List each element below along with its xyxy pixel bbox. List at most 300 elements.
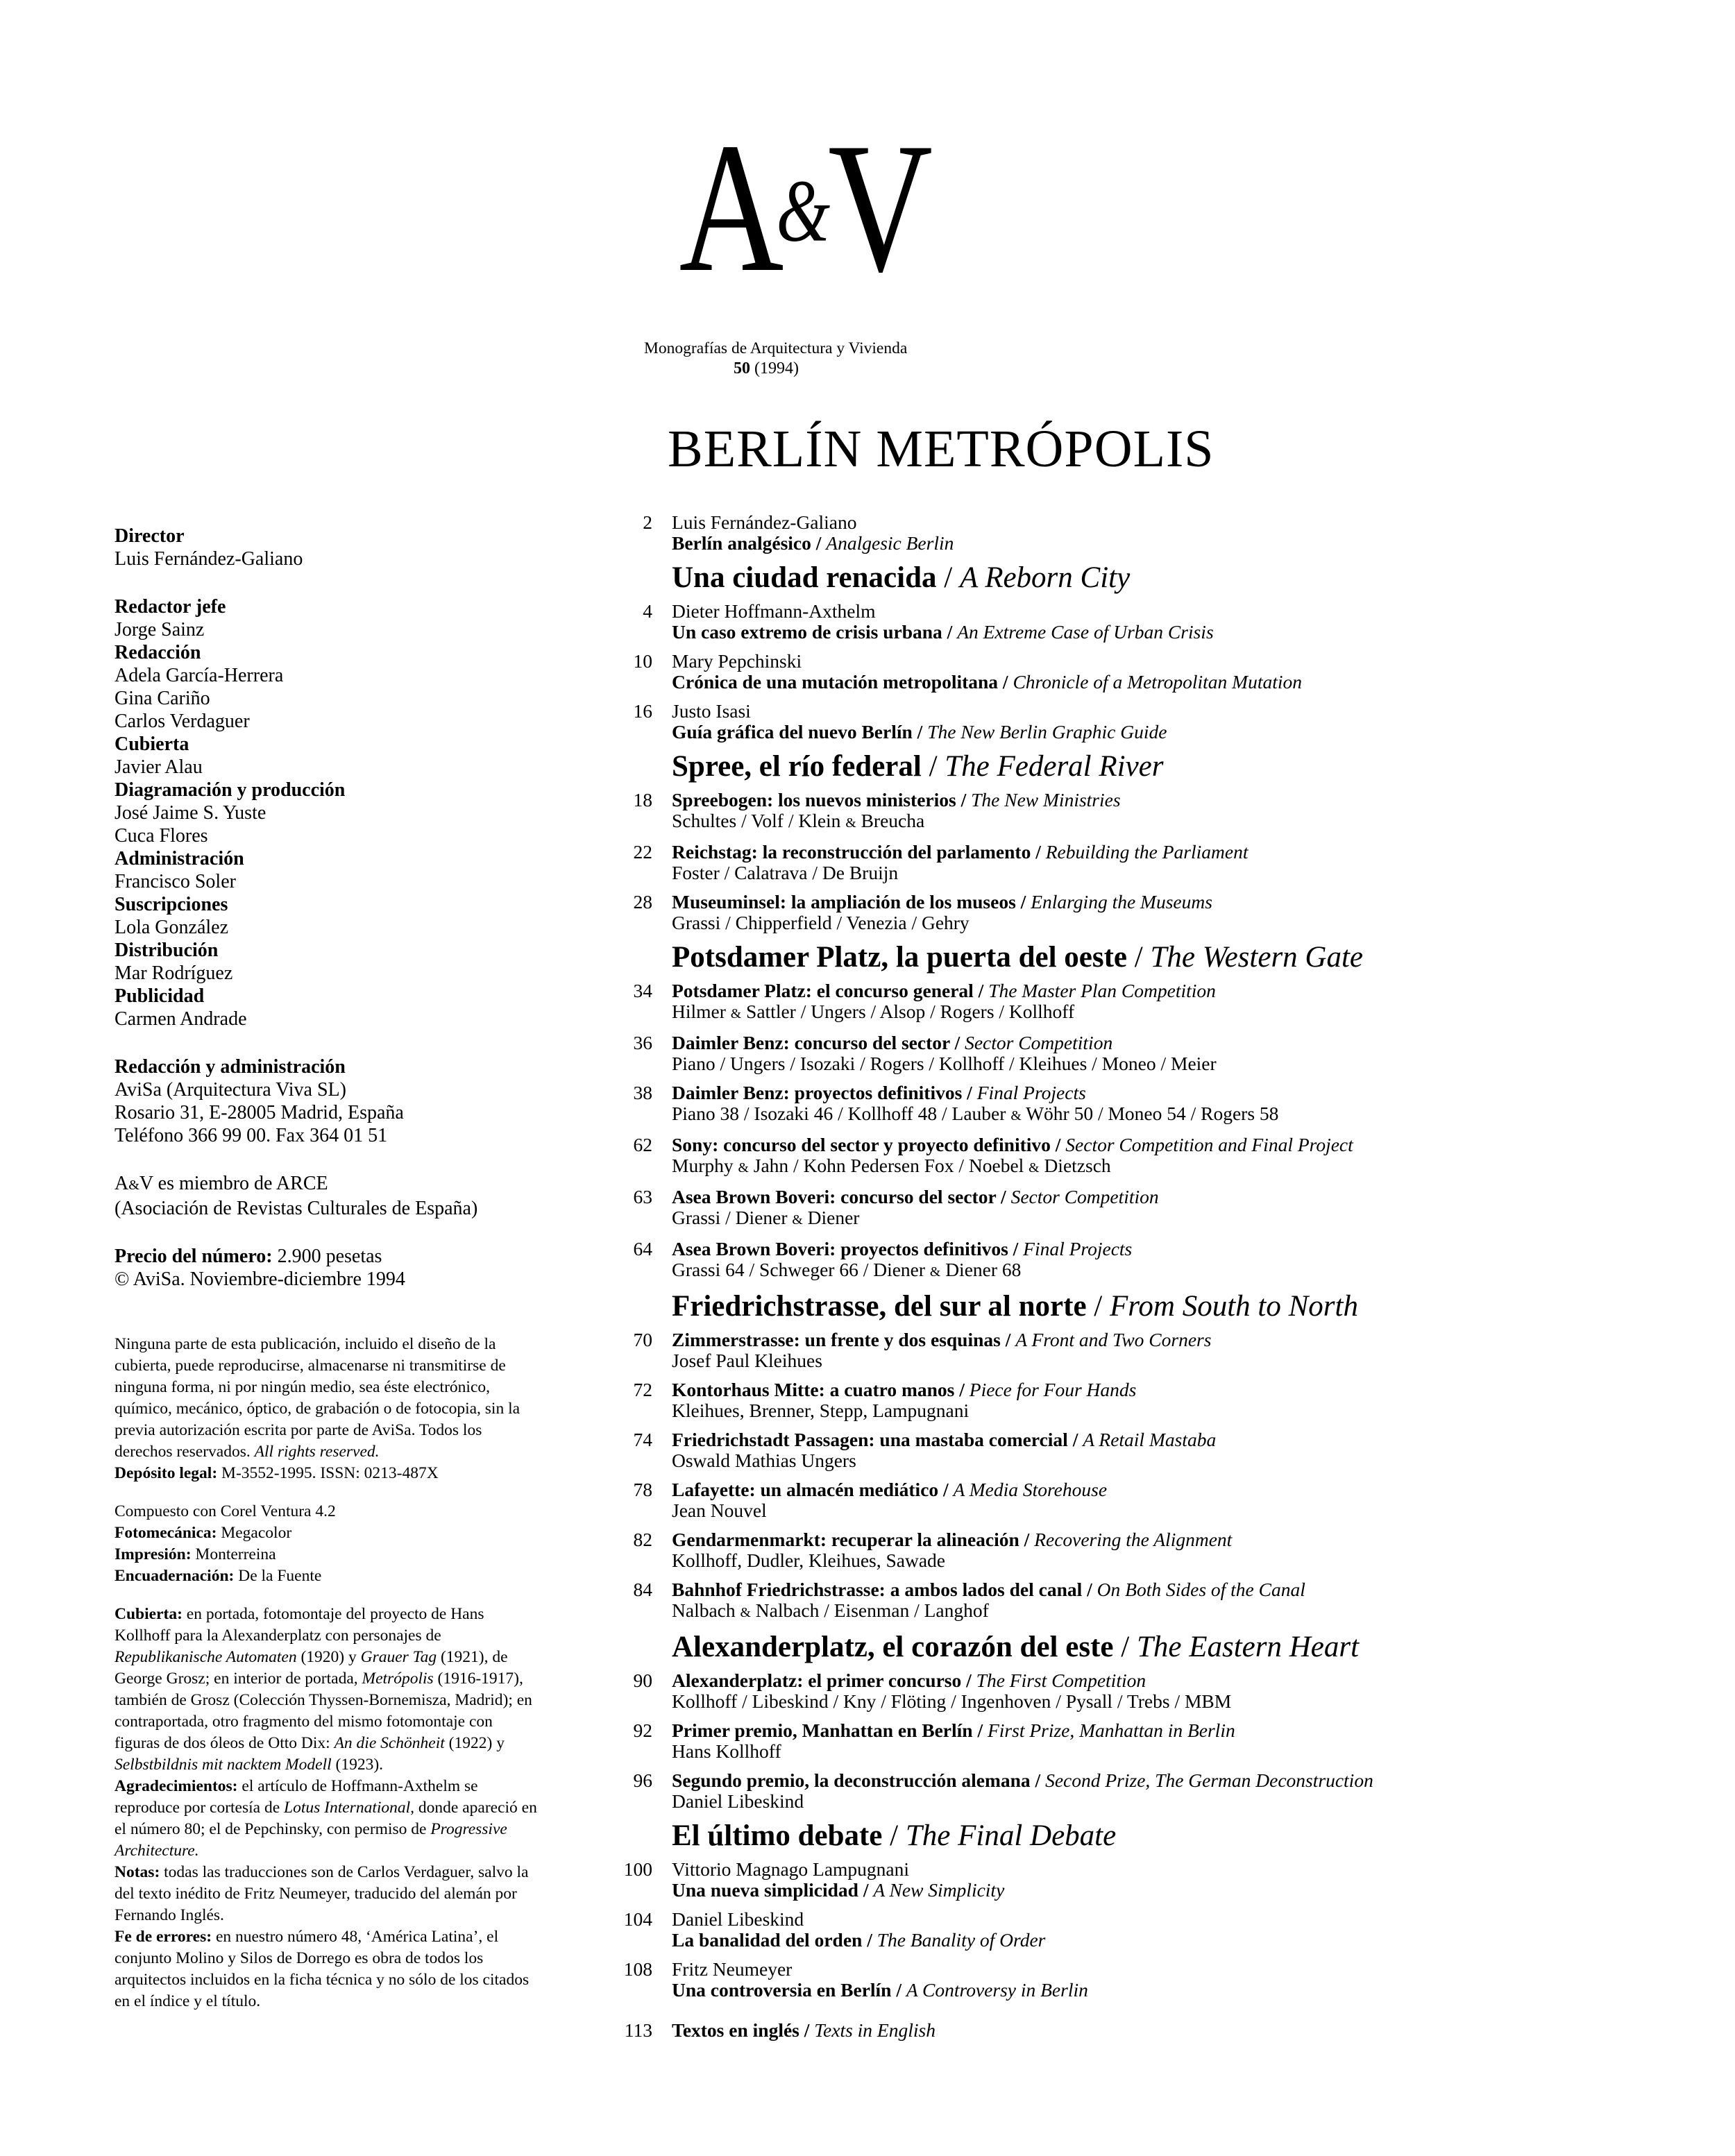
text-segment: Carlos Verdaguer xyxy=(115,711,250,732)
toc-entry-line xyxy=(672,1083,1278,1103)
text-segment: Kleihues, Brenner, Stepp, Lampugnani xyxy=(672,1400,970,1421)
text-segment: / xyxy=(1086,1290,1110,1323)
text-segment: Redacción xyxy=(115,642,201,663)
text-segment: Daimler Benz: concurso del sector / xyxy=(672,1032,965,1053)
text-segment: Una nueva simplicidad / xyxy=(672,1879,874,1901)
legal-line xyxy=(115,1463,607,1484)
text-segment: / xyxy=(882,1819,906,1852)
text-segment: Cubierta: xyxy=(115,1605,183,1623)
text-segment: Analgesic Berlin xyxy=(826,532,954,554)
masthead-line xyxy=(115,779,600,801)
toc-page-number: 96 xyxy=(633,1769,652,1791)
legal-line xyxy=(115,1948,607,1969)
toc-entry-line xyxy=(672,1135,1353,1155)
toc-entry-line xyxy=(672,1670,1231,1691)
toc-page-number: 62 xyxy=(633,1134,652,1155)
toc-entry xyxy=(595,701,1518,742)
toc-entry-line xyxy=(672,1791,1373,1812)
text-segment: Redactor jefe xyxy=(115,596,226,618)
toc-page-number: 2 xyxy=(643,511,652,533)
masthead-line xyxy=(115,1008,600,1030)
text-segment: Lola González xyxy=(115,917,229,938)
toc-entry xyxy=(595,1479,1518,1521)
toc-entry-body xyxy=(672,701,1167,742)
masthead-line xyxy=(115,801,600,824)
toc-section-heading xyxy=(672,1820,1518,1852)
text-segment: The First Competition xyxy=(976,1670,1146,1691)
masthead-line xyxy=(115,1245,600,1268)
toc-page-number: 104 xyxy=(623,1908,652,1930)
text-segment: De la Fuente xyxy=(234,1567,322,1585)
toc-entry-body xyxy=(672,1187,1159,1230)
toc-entry-body xyxy=(672,842,1249,883)
text-segment: conjunto Molino y Silos de Dorrego es obra de todos los xyxy=(115,1949,484,1967)
text-segment: Encuadernación: xyxy=(115,1567,235,1585)
toc-entry-line xyxy=(672,701,1167,722)
text-segment: Piano 38 / Isozaki 46 / Kollhoff 48 / Lauber & Wöhr 50 / Moneo 54 / Rogers 58 xyxy=(672,1103,1279,1124)
text-segment: Vittorio Magnago Lampugnani xyxy=(672,1858,910,1880)
issue-year: (1994) xyxy=(750,359,799,377)
masthead-line xyxy=(115,1172,600,1197)
av-logo-letters xyxy=(679,104,928,331)
text-segment: An Extreme Case of Urban Crisis xyxy=(957,621,1214,643)
legal-notes xyxy=(115,1334,607,2029)
toc-entry-line xyxy=(672,1239,1132,1259)
masthead-line xyxy=(115,733,600,756)
text-segment: Sector Competition xyxy=(1010,1186,1159,1207)
toc-entry-line xyxy=(672,1909,1045,1930)
text-segment: Mary Pepchinski xyxy=(672,650,802,672)
toc-entry-body xyxy=(672,1479,1107,1521)
text-segment: Luis Fernández-Galiano xyxy=(672,511,857,533)
text-segment: Kollhoff / Libeskind / Kny / Flöting / Ingenhoven / Pysall / Trebs / MBM xyxy=(672,1690,1232,1712)
ampersand: & xyxy=(738,1160,749,1175)
text-segment: Alexanderplatz, el corazón del este xyxy=(672,1631,1114,1663)
legal-block xyxy=(115,1334,607,1484)
toc-entry-body xyxy=(672,1135,1353,1178)
text-segment: Gina Cariño xyxy=(115,688,210,709)
masthead-block xyxy=(115,595,600,1030)
text-segment: Adela García-Herrera xyxy=(115,665,284,686)
text-segment: Asea Brown Boveri: proyectos definitivos / xyxy=(672,1238,1024,1259)
toc-entry-line xyxy=(672,1550,1232,1571)
toc-page-number: 38 xyxy=(633,1082,652,1103)
toc-entry xyxy=(595,1529,1518,1571)
masthead-line xyxy=(115,664,600,687)
text-segment: Sector Competition and Final Project xyxy=(1065,1134,1353,1155)
text-segment: The Federal River xyxy=(945,750,1164,783)
toc-entry xyxy=(595,981,1518,1024)
text-segment: Sony: concurso del sector y proyecto definitivo / xyxy=(672,1134,1066,1155)
toc-section-heading xyxy=(672,1291,1518,1323)
toc-entry-line xyxy=(672,1187,1159,1207)
text-segment: Hans Kollhoff xyxy=(672,1740,781,1762)
toc-entry-line xyxy=(672,1103,1278,1126)
text-segment: Museuminsel: la ampliación de los museos / xyxy=(672,891,1031,913)
text-segment: Asea Brown Boveri: concurso del sector / xyxy=(672,1186,1011,1207)
legal-line xyxy=(115,1926,607,1948)
text-segment: Potsdamer Platz, la puerta del oeste xyxy=(672,941,1128,974)
toc-entry-line xyxy=(672,1880,1004,1901)
masthead-line xyxy=(115,641,600,664)
toc-entry-body xyxy=(672,512,954,554)
toc-entry-line xyxy=(672,892,1212,913)
toc-page-number: 28 xyxy=(633,891,652,913)
toc-entry-line xyxy=(672,1033,1217,1053)
text-segment: Primer premio, Manhattan en Berlín / xyxy=(672,1720,988,1741)
text-segment: Fernando Inglés. xyxy=(115,1906,224,1924)
text-segment: The Banality of Order xyxy=(877,1929,1046,1951)
text-segment: Sector Competition xyxy=(965,1032,1113,1053)
toc-entry-body xyxy=(672,1959,1088,2001)
toc-entry-line xyxy=(672,1529,1232,1550)
toc-entry xyxy=(595,1670,1518,1712)
toc-entry-line xyxy=(672,1579,1305,1600)
masthead-block xyxy=(115,1245,600,1291)
legal-block xyxy=(115,1604,607,2012)
toc-entry xyxy=(595,1135,1518,1178)
av-logo xyxy=(644,104,928,378)
text-segment: Depósito legal: xyxy=(115,1464,218,1482)
text-segment: Spreebogen: los nuevos ministerios / xyxy=(672,789,972,810)
text-segment: Oswald Mathias Ungers xyxy=(672,1450,856,1471)
text-segment: Piano / Ungers / Isozaki / Rogers / Kollhoff / Kleihues / Moneo / Meier xyxy=(672,1053,1217,1074)
text-segment: cubierta, puede reproducirse, almacenarse ni transmitirse de xyxy=(115,1357,506,1375)
toc-page-number: 36 xyxy=(633,1032,652,1053)
text-segment: First Prize, Manhattan in Berlin xyxy=(987,1720,1235,1741)
text-segment: / xyxy=(1113,1631,1137,1663)
text-segment: © AviSa. Noviembre-diciembre 1994 xyxy=(115,1268,405,1290)
text-segment: Una ciudad renacida xyxy=(672,561,937,594)
masthead-block xyxy=(115,525,600,570)
ampersand: & xyxy=(1029,1160,1040,1175)
text-segment: Nalbach & Nalbach / Eisenman / Langhof xyxy=(672,1599,989,1621)
legal-line xyxy=(115,1522,607,1544)
text-segment: Fritz Neumeyer xyxy=(672,1958,793,1980)
toc-entry-line xyxy=(672,672,1302,693)
toc-entry-line xyxy=(672,1450,1216,1471)
text-segment: Second Prize, The German Deconstruction xyxy=(1045,1769,1373,1791)
toc-entry-line xyxy=(672,790,1121,810)
text-segment: figuras de dos óleos de Otto Dix: xyxy=(115,1734,335,1752)
toc-entry xyxy=(595,790,1518,833)
text-segment: Javier Alau xyxy=(115,756,203,778)
text-segment: A Reborn City xyxy=(959,561,1131,594)
text-segment: A Controversy in Berlin xyxy=(906,1979,1088,2001)
text-segment: Segundo premio, la deconstrucción alemana / xyxy=(672,1769,1046,1791)
toc-entry xyxy=(595,1330,1518,1371)
text-segment: Enlarging the Museums xyxy=(1031,891,1212,913)
toc-page-number: 78 xyxy=(633,1479,652,1500)
toc-entry xyxy=(595,2020,1518,2041)
toc-entry xyxy=(595,1859,1518,1901)
text-segment: Cubierta xyxy=(115,733,189,755)
toc-entry-line xyxy=(672,1741,1235,1762)
toc-entry-line xyxy=(672,1207,1159,1230)
text-segment: José Jaime S. Yuste xyxy=(115,802,266,824)
legal-line xyxy=(115,1420,607,1441)
legal-line xyxy=(115,1668,607,1690)
ampersand: & xyxy=(730,1006,742,1021)
toc-entry-line xyxy=(672,1350,1211,1371)
text-segment: Lotus International, xyxy=(284,1799,415,1817)
toc-entry-line xyxy=(672,622,1214,643)
text-segment: Daniel Libeskind xyxy=(672,1908,804,1930)
text-segment: Zimmerstrasse: un frente y dos esquinas / xyxy=(672,1329,1016,1350)
text-segment: Grassi / Chipperfield / Venezia / Gehry xyxy=(672,912,970,933)
text-segment: Notas: xyxy=(115,1863,160,1881)
text-segment: Compuesto con Corel Ventura 4.2 xyxy=(115,1502,336,1520)
text-segment: Jorge Sainz xyxy=(115,619,205,640)
toc-entry-line xyxy=(672,1720,1235,1741)
text-segment: A Front and Two Corners xyxy=(1015,1329,1212,1350)
toc-entry xyxy=(595,601,1518,643)
text-segment: Josef Paul Kleihues xyxy=(672,1350,822,1371)
text-segment: Precio del número: xyxy=(115,1246,273,1267)
toc-page-number: 108 xyxy=(623,1958,652,1980)
text-segment: Friedrichstrasse, del sur al norte xyxy=(672,1290,1087,1323)
text-segment: Rosario 31, E-28005 Madrid, España xyxy=(115,1102,404,1123)
text-segment: Megacolor xyxy=(217,1524,292,1542)
toc-page-number: 84 xyxy=(633,1579,652,1600)
text-segment: (1916-1917), xyxy=(433,1670,523,1688)
toc-entry-body xyxy=(672,790,1121,833)
text-segment: Grauer Tag xyxy=(360,1648,437,1666)
text-segment: All rights reserved. xyxy=(254,1443,380,1461)
toc-entry-line xyxy=(672,1259,1132,1282)
text-segment: / xyxy=(936,561,960,594)
text-segment: Reichstag: la reconstrucción del parlamento / xyxy=(672,841,1046,863)
toc-entry-line xyxy=(672,533,954,554)
page-title: BERLÍN METRÓPOLIS xyxy=(668,420,1214,478)
text-segment: Kollhoff, Dudler, Kleihues, Sawade xyxy=(672,1550,945,1571)
text-segment: Architecture. xyxy=(115,1842,199,1860)
ampersand: & xyxy=(740,1605,751,1620)
text-segment: A Media Storehouse xyxy=(953,1479,1108,1500)
text-segment: Spree, el río federal xyxy=(672,750,922,783)
toc-page-number: 82 xyxy=(633,1529,652,1550)
toc-entry-line xyxy=(672,1600,1305,1623)
text-segment: Dieter Hoffmann-Axthelm xyxy=(672,600,876,622)
text-segment: reproduce por cortesía de xyxy=(115,1799,285,1817)
text-segment: Final Projects xyxy=(976,1082,1086,1103)
text-segment: Murphy & Jahn / Kohn Pedersen Fox / Noebel & Dietzsch xyxy=(672,1155,1111,1176)
masthead-line xyxy=(115,618,600,641)
text-segment: en portada, fotomontaje del proyecto de Hans xyxy=(182,1605,484,1623)
text-segment: M-3552-1995. ISSN: 0213-487X xyxy=(217,1464,439,1482)
masthead-line xyxy=(115,525,600,548)
toc-page-number: 64 xyxy=(633,1238,652,1259)
toc-entry-line xyxy=(672,1500,1107,1521)
toc-page-number: 90 xyxy=(633,1670,652,1691)
toc-page-number: 92 xyxy=(633,1720,652,1741)
text-segment: Crónica de una mutación metropolitana / xyxy=(672,671,1013,693)
legal-line xyxy=(115,1733,607,1754)
toc-page-number: 100 xyxy=(623,1858,652,1880)
legal-block xyxy=(115,1501,607,1587)
toc-page-number: 18 xyxy=(633,789,652,810)
toc-entry xyxy=(595,512,1518,554)
text-segment: Luis Fernández-Galiano xyxy=(115,548,303,570)
text-segment: The Eastern Heart xyxy=(1136,1631,1360,1663)
text-segment: (Asociación de Revistas Culturales de España) xyxy=(115,1198,478,1219)
text-segment: The Western Gate xyxy=(1150,941,1364,974)
text-segment: Piece for Four Hands xyxy=(969,1379,1137,1400)
legal-line xyxy=(115,1991,607,2012)
toc-entry xyxy=(595,1187,1518,1230)
text-segment: On Both Sides of the Canal xyxy=(1097,1579,1305,1600)
issue-line xyxy=(644,359,888,378)
masthead-line xyxy=(115,1101,600,1124)
toc-entry-line xyxy=(672,1859,1004,1880)
text-segment: Kollhoff para la Alexanderplatz con personajes de xyxy=(115,1627,441,1645)
masthead-line xyxy=(115,1268,600,1291)
text-segment: Chronicle of a Metropolitan Mutation xyxy=(1013,671,1302,693)
legal-line xyxy=(115,1840,607,1862)
logo-ampersand: & xyxy=(776,162,831,260)
toc-entry xyxy=(595,1579,1518,1623)
toc-entry-body xyxy=(672,601,1214,643)
toc-page-number: 4 xyxy=(643,600,652,622)
text-segment: Monterreina xyxy=(191,1545,276,1563)
ampersand: & xyxy=(792,1212,803,1228)
masthead xyxy=(115,525,600,1316)
text-segment: Jean Nouvel xyxy=(672,1500,767,1521)
masthead-line xyxy=(115,1055,600,1078)
toc-entry-line xyxy=(672,1380,1136,1400)
text-segment: arquitectos incluidos en la ficha técnica y no sólo de los citados xyxy=(115,1971,530,1989)
text-segment: / xyxy=(921,750,945,783)
masthead-line xyxy=(115,962,600,985)
toc-entry xyxy=(595,1770,1518,1812)
text-segment: (1923). xyxy=(331,1756,384,1774)
toc-entry xyxy=(595,1033,1518,1074)
text-segment: (1921), de xyxy=(437,1648,508,1666)
toc-entry-line xyxy=(672,722,1167,742)
toc-page-number: 16 xyxy=(633,700,652,722)
text-segment: químico, mecánico, óptico, de grabación o de fotocopia, sin la xyxy=(115,1400,520,1418)
toc-entry-body xyxy=(672,981,1216,1024)
text-segment: en nuestro número 48, ‘América Latina’, el xyxy=(212,1928,499,1946)
text-segment: Foster / Calatrava / De Bruijn xyxy=(672,862,899,883)
toc-entry-line xyxy=(672,863,1249,883)
text-segment: George Grosz; en interior de portada, xyxy=(115,1670,362,1688)
text-segment: ninguna forma, ni por ningún medio, sea éste electrónico, xyxy=(115,1378,490,1396)
toc-entry-body xyxy=(672,1429,1216,1471)
legal-line xyxy=(115,1334,607,1355)
text-segment: previa autorización escrita por parte de AviSa. Todos los xyxy=(115,1421,482,1439)
toc-entry-line xyxy=(672,651,1302,672)
toc-entry xyxy=(595,1959,1518,2001)
text-segment: Friedrichstadt Passagen: una mastaba comercial / xyxy=(672,1429,1083,1450)
legal-line xyxy=(115,1355,607,1377)
text-segment: Mar Rodríguez xyxy=(115,962,233,984)
toc-entry xyxy=(595,651,1518,693)
text-segment: Teléfono 366 99 00. Fax 364 01 51 xyxy=(115,1125,388,1146)
text-segment: Kontorhaus Mitte: a cuatro manos / xyxy=(672,1379,970,1400)
legal-line xyxy=(115,1625,607,1647)
masthead-line xyxy=(115,595,600,618)
text-segment: Ninguna parte de esta publicación, incluido el diseño de la xyxy=(115,1335,496,1353)
text-segment: El último debate xyxy=(672,1819,883,1852)
text-segment: La banalidad del orden / xyxy=(672,1929,877,1951)
toc-entry-line xyxy=(672,1980,1088,2001)
text-segment: Daniel Libeskind xyxy=(672,1790,804,1812)
toc-entry xyxy=(595,1429,1518,1471)
legal-line xyxy=(115,1969,607,1991)
text-segment: Redacción y administración xyxy=(115,1056,346,1078)
masthead-line xyxy=(115,916,600,939)
text-segment: Daimler Benz: proyectos definitivos / xyxy=(672,1082,977,1103)
text-segment: Francisco Soler xyxy=(115,871,236,892)
legal-line xyxy=(115,1819,607,1840)
toc-entry xyxy=(595,842,1518,883)
toc-entry-line xyxy=(672,913,1212,933)
text-segment: Republikanische Automaten xyxy=(115,1648,297,1666)
legal-line xyxy=(115,1544,607,1565)
text-segment: Schultes / Volf / Klein & Breucha xyxy=(672,810,925,831)
toc-entry xyxy=(595,1909,1518,1951)
text-segment: From South to North xyxy=(1109,1290,1358,1323)
toc-entry xyxy=(595,1720,1518,1762)
text-segment: (1922) y xyxy=(444,1734,505,1752)
text-segment: Rebuilding the Parliament xyxy=(1045,841,1249,863)
logo-letter-a: A xyxy=(679,104,779,310)
table-of-contents xyxy=(595,512,1518,2049)
text-segment: Texts in English xyxy=(814,2019,936,2041)
toc-entry xyxy=(595,1239,1518,1282)
legal-line xyxy=(115,1883,607,1905)
toc-entry-line xyxy=(672,1400,1136,1421)
toc-entry-line xyxy=(672,1330,1211,1350)
text-segment: Alexanderplatz: el primer concurso / xyxy=(672,1670,976,1691)
toc-section-heading xyxy=(672,562,1518,594)
toc-entry xyxy=(595,1380,1518,1421)
toc-page-number: 63 xyxy=(633,1186,652,1207)
text-segment: Grassi / Diener & Diener xyxy=(672,1207,860,1228)
text-segment: Final Projects xyxy=(1023,1238,1133,1259)
toc-entry-line xyxy=(672,1001,1216,1024)
text-segment: Bahnhof Friedrichstrasse: a ambos lados del canal / xyxy=(672,1579,1097,1600)
toc-entry-line xyxy=(672,601,1214,622)
text-segment: Publicidad xyxy=(115,985,205,1007)
toc-entry-body xyxy=(672,1859,1004,1901)
masthead-line xyxy=(115,939,600,962)
legal-line xyxy=(115,1604,607,1625)
text-segment: Lafayette: un almacén mediático / xyxy=(672,1479,954,1500)
text-segment: Cuca Flores xyxy=(115,825,208,847)
masthead-line xyxy=(115,1124,600,1147)
toc-entry-line xyxy=(672,1053,1217,1074)
text-segment: Guía gráfica del nuevo Berlín / xyxy=(672,721,928,742)
ampersand: & xyxy=(128,1178,139,1193)
text-segment: todas las traducciones son de Carlos Verdaguer, salvo la xyxy=(160,1863,529,1881)
legal-line xyxy=(115,1905,607,1926)
toc-entry-line xyxy=(672,1691,1231,1712)
toc-entry xyxy=(595,892,1518,933)
legal-line xyxy=(115,1647,607,1668)
text-segment: Selbstbildnis mit nacktem Modell xyxy=(115,1756,332,1774)
masthead-line xyxy=(115,985,600,1008)
toc-section-heading xyxy=(672,1631,1518,1663)
legal-line xyxy=(115,1501,607,1522)
text-segment: (1920) y xyxy=(296,1648,361,1666)
text-segment: Recovering the Alignment xyxy=(1034,1529,1233,1550)
masthead-block xyxy=(115,1172,600,1220)
text-segment: Agradecimientos: xyxy=(115,1777,238,1795)
text-segment: Berlín analgésico / xyxy=(672,532,827,554)
text-segment: 2.900 pesetas xyxy=(272,1246,382,1267)
